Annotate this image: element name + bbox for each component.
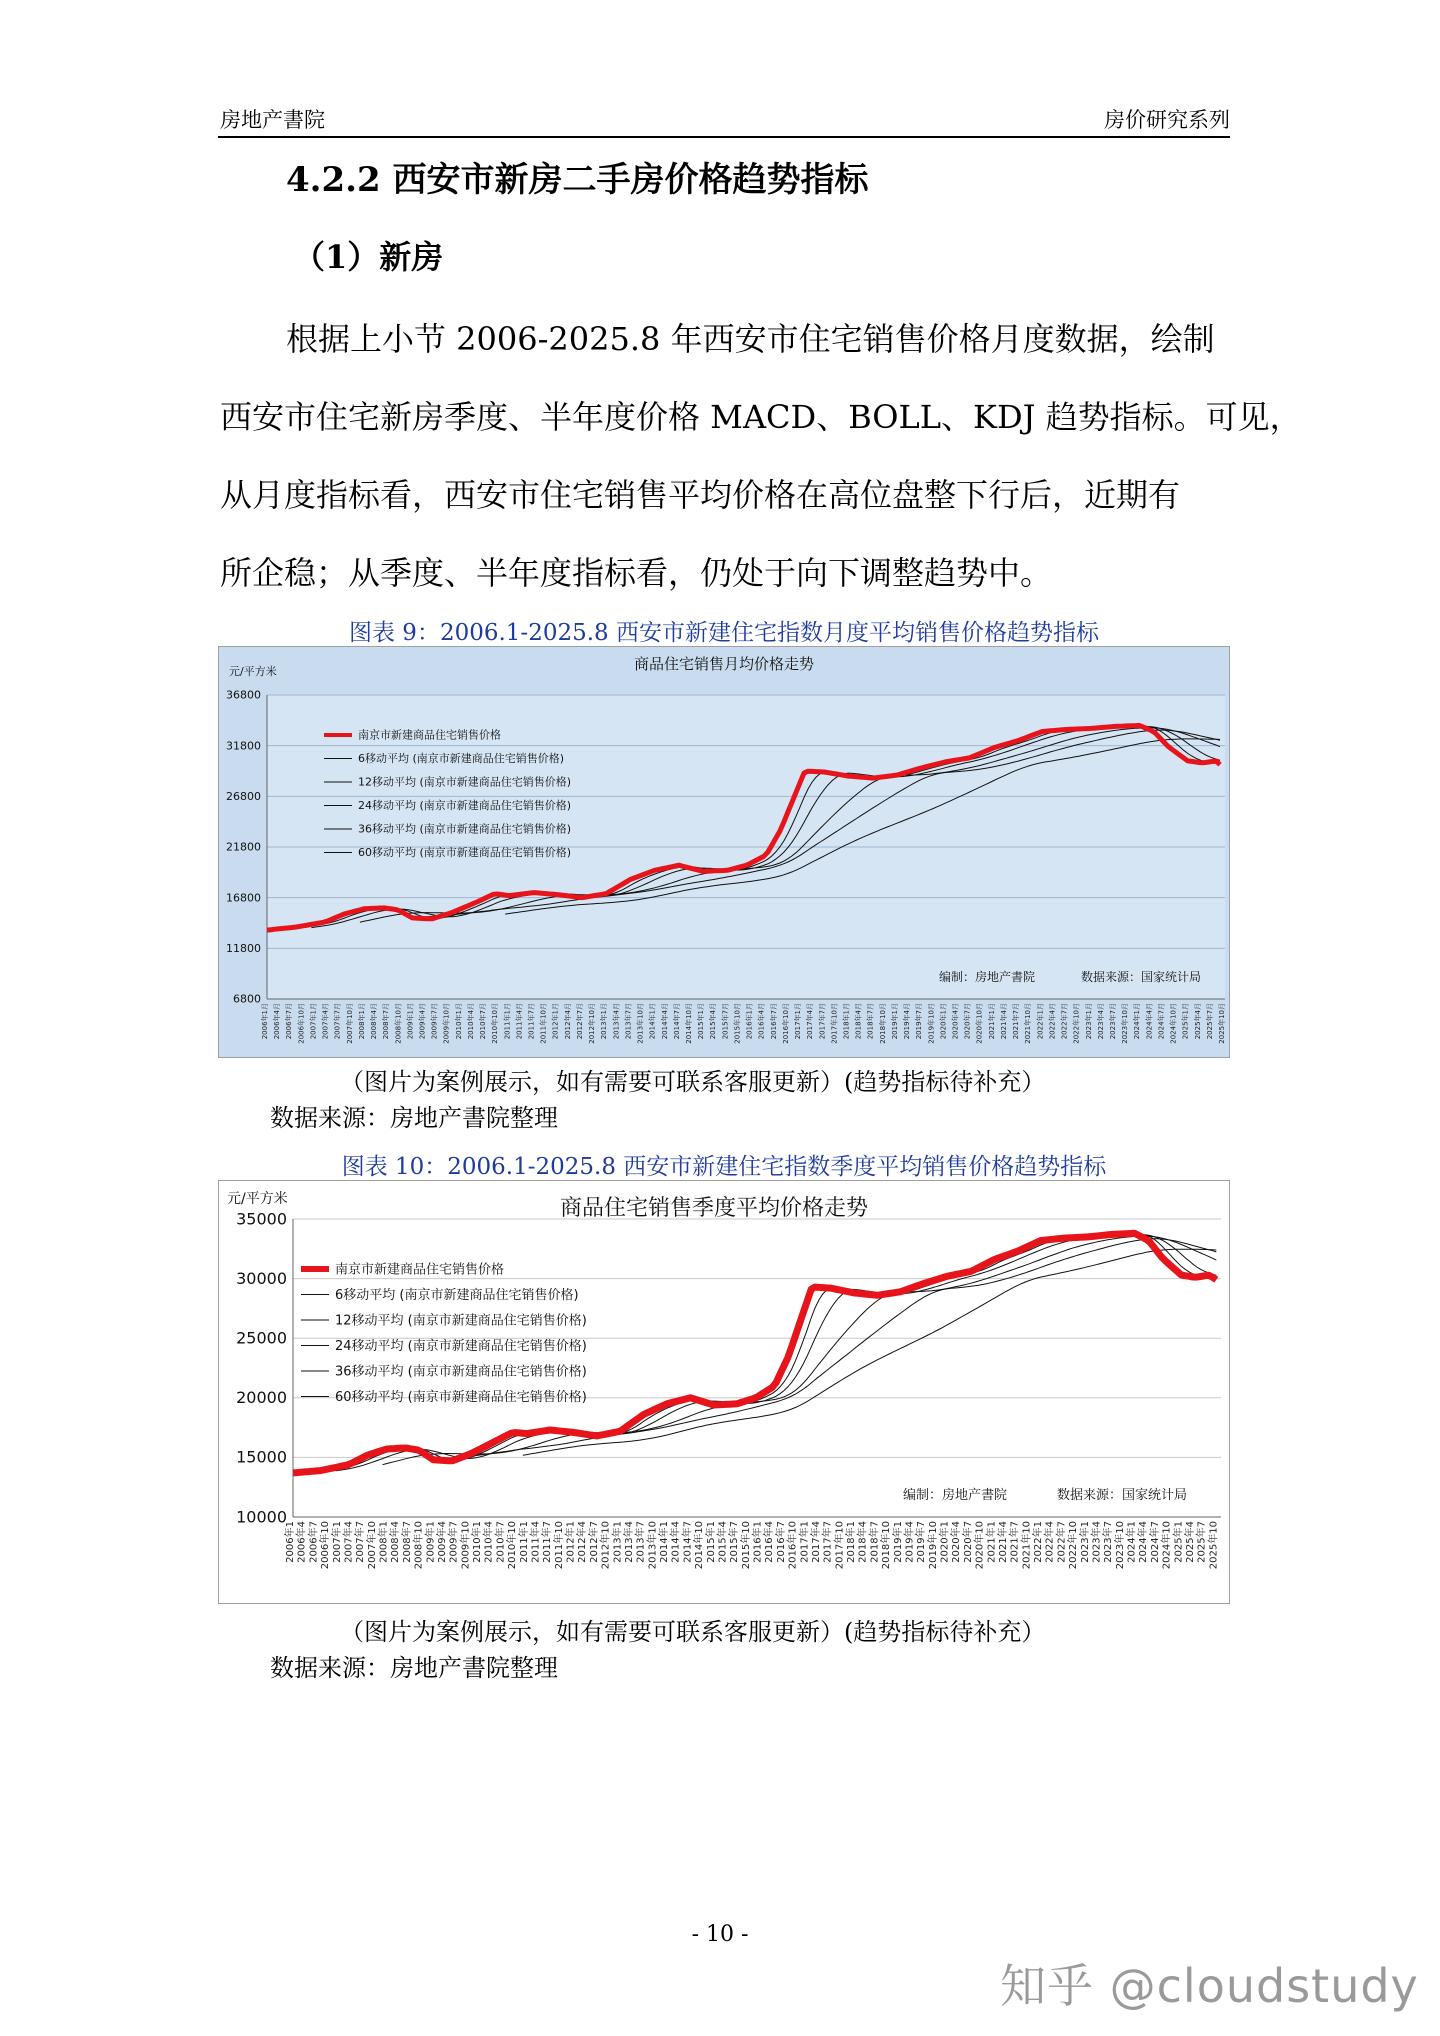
x-tick-label: 2021年4 [997,1521,1009,1563]
x-tick-label: 2020年1 [939,1521,951,1563]
x-tick-label: 2021年1月 [987,1003,996,1040]
x-tick-label: 2011年10 [553,1521,565,1570]
x-tick-label: 2020年10月 [975,1003,984,1044]
x-tick-label: 2019年4月 [903,1003,912,1040]
x-tick-label: 2015年4 [717,1521,729,1563]
x-tick-label: 2022年4月 [1048,1003,1057,1040]
body-paragraph [220,300,1302,612]
legend-label: 60移动平均 (南京市新建商品住宅销售价格) [358,846,572,860]
x-tick-label: 2021年10月 [1024,1003,1033,1044]
x-tick-label: 2019年1月 [890,1003,899,1040]
x-tick-label: 2014年1 [659,1521,671,1563]
x-tick-label: 2024年1 [1126,1521,1138,1563]
x-tick-label: 2022年10月 [1072,1003,1081,1044]
x-tick-label: 2013年10 [647,1521,659,1570]
y-tick-label: 11800 [226,942,261,955]
x-tick-label: 2012年7 [588,1521,600,1563]
x-tick-label: 2007年10月 [345,1003,354,1044]
y-tick-label: 36800 [226,688,261,702]
x-tick-label: 2016年7月 [769,1003,778,1040]
figure2-chart [218,1180,1230,1604]
x-tick-label: 2016年10月 [781,1003,790,1044]
x-tick-label: 2008年10 [413,1521,425,1570]
x-tick-label: 2024年1月 [1133,1003,1142,1040]
x-tick-label: 2009年10月 [442,1003,451,1044]
x-tick-label: 2019年10 [927,1521,939,1570]
y-tick-label: 15000 [236,1447,287,1467]
x-tick-label: 2012年1月 [551,1003,560,1040]
x-tick-label: 2022年10 [1068,1521,1080,1570]
x-tick-label: 2014年10月 [685,1003,694,1044]
x-tick-label: 2009年1 [425,1521,437,1563]
x-tick-label: 2022年1 [1033,1521,1045,1563]
legend-label: 60移动平均 (南京市新建商品住宅销售价格) [335,1389,587,1405]
x-tick-label: 2006年4月 [273,1003,282,1040]
x-tick-label: 2011年7 [542,1521,554,1563]
y-tick-label: 21800 [226,840,261,854]
x-tick-label: 2015年1月 [697,1003,706,1040]
x-tick-label: 2023年1 [1079,1521,1091,1563]
x-tick-label: 2019年7月 [915,1003,924,1040]
x-tick-label: 2016年4月 [757,1003,766,1040]
x-tick-label: 2013年10月 [636,1003,645,1044]
x-tick-label: 2018年4 [857,1521,869,1563]
x-tick-label: 2022年4 [1044,1521,1056,1563]
x-tick-label: 2009年7 [448,1521,460,1563]
x-tick-label: 2014年7月 [672,1003,681,1040]
y-tick-label: 26800 [226,790,261,803]
x-tick-label: 2015年1 [705,1521,717,1563]
x-tick-label: 2024年4月 [1145,1003,1154,1040]
x-tick-label: 2008年4 [390,1521,402,1563]
x-tick-label: 2006年4 [296,1521,308,1563]
x-tick-label: 2015年10 [740,1521,752,1570]
legend-label: 36移动平均 (南京市新建商品住宅销售价格) [358,822,572,836]
x-tick-label: 2008年1月 [357,1003,366,1040]
x-tick-label: 2020年7月 [963,1003,972,1040]
paragraph-line: 根据上小节 2006-2025.8 年西安市住宅销售价格月度数据，绘制 [286,320,1215,358]
x-tick-label: 2013年1月 [600,1003,609,1040]
x-tick-label: 2025年4 [1184,1521,1196,1563]
x-tick-label: 2017年7 [822,1521,834,1563]
x-tick-label: 2018年10 [881,1521,893,1570]
x-tick-label: 2023年10 [1114,1521,1126,1570]
x-tick-label: 2020年4 [951,1521,963,1563]
figure2-note: （图片为案例展示，如有需要可联系客服更新）(趋势指标待补充） [340,1618,1046,1646]
x-tick-label: 2018年4月 [854,1003,863,1040]
x-tick-label: 2025年7 [1196,1521,1208,1563]
x-tick-label: 2023年4月 [1096,1003,1105,1040]
x-tick-label: 2008年7月 [382,1003,391,1040]
y-axis-unit: 元/平方米 [227,1191,288,1207]
x-tick-label: 2015年4月 [709,1003,718,1040]
x-tick-label: 2015年7 [729,1521,741,1563]
figure2-caption: 图表 10：2006.1-2025.8 西安市新建住宅指数季度平均销售价格趋势指标 [341,1154,1107,1180]
x-tick-label: 2011年7月 [527,1003,536,1040]
x-tick-label: 2009年7月 [430,1003,439,1040]
x-tick-label: 2020年7 [962,1521,974,1563]
x-tick-label: 2013年4月 [612,1003,621,1040]
x-tick-label: 2015年7月 [721,1003,730,1040]
legend-label: 24移动平均 (南京市新建商品住宅销售价格) [358,799,572,813]
figure2-source: 数据来源：房地产書院整理 [270,1654,558,1682]
chart-credit-editor: 编制：房地产書院 [939,970,1036,984]
paragraph-line: 西安市住宅新房季度、半年度价格 MACD、BOLL、KDJ 趋势指标。可见， [220,398,1302,436]
chart-title: 商品住宅销售月均价格走势 [633,655,815,673]
x-tick-label: 2020年4月 [951,1003,960,1040]
x-tick-label: 2024年7月 [1157,1003,1166,1040]
x-tick-label: 2009年4 [436,1521,448,1563]
x-tick-label: 2010年1 [472,1521,484,1563]
x-tick-label: 2013年7月 [624,1003,633,1040]
x-tick-label: 2018年1 [846,1521,858,1563]
x-tick-label: 2019年10月 [927,1003,936,1044]
x-tick-label: 2018年1月 [842,1003,851,1040]
x-tick-label: 2009年4月 [418,1003,427,1040]
y-tick-label: 35000 [236,1209,287,1229]
chart-credit-editor: 编制：房地产書院 [903,1488,1008,1503]
figure1-caption: 图表 9：2006.1-2025.8 西安市新建住宅指数月度平均销售价格趋势指标 [349,620,1099,646]
x-tick-label: 2022年1月 [1036,1003,1045,1040]
x-tick-label: 2006年7 [308,1521,320,1563]
y-tick-label: 16800 [226,891,261,905]
x-tick-label: 2016年1月 [745,1003,754,1040]
x-tick-label: 2025年7月 [1205,1002,1214,1040]
monthly-price-chart [219,647,1229,1057]
x-tick-label: 2019年4 [904,1521,916,1563]
x-tick-label: 2017年1月 [794,1003,803,1040]
x-tick-label: 2012年10 [600,1521,612,1570]
y-tick-label: 20000 [236,1388,287,1408]
x-tick-label: 2021年4月 [999,1003,1008,1040]
x-tick-label: 2012年7月 [575,1003,584,1040]
x-tick-label: 2023年4 [1091,1521,1103,1563]
x-tick-label: 2025年10月 [1218,1003,1227,1044]
x-tick-label: 2023年7月 [1109,1003,1118,1040]
x-tick-label: 2021年7 [1009,1521,1021,1563]
x-tick-label: 2012年1 [565,1521,577,1563]
x-tick-label: 2008年10月 [394,1003,403,1044]
x-tick-label: 2007年1月 [309,1003,318,1040]
legend-label: 南京市新建商品住宅销售价格 [358,728,501,742]
chart-credit-source: 数据来源：国家统计局 [1081,970,1202,984]
header-left: 房地产書院 [220,108,325,132]
x-tick-label: 2018年10月 [878,1003,887,1044]
legend-label: 36移动平均 (南京市新建商品住宅销售价格) [335,1364,587,1380]
x-tick-label: 2006年10月 [297,1003,306,1044]
x-tick-label: 2009年1月 [406,1003,415,1040]
figure1-note: （图片为案例展示，如有需要可联系客服更新）(趋势指标待补充） [340,1068,1046,1096]
x-tick-label: 2014年10 [694,1521,706,1570]
x-tick-label: 2023年10月 [1121,1003,1130,1044]
y-tick-label: 10000 [236,1507,287,1527]
x-tick-label: 2020年10 [974,1521,986,1570]
x-tick-label: 2023年7 [1103,1521,1115,1563]
x-tick-label: 2021年7月 [1012,1003,1021,1040]
chart-title: 商品住宅销售季度平均价格走势 [559,1196,869,1221]
x-tick-label: 2025年10 [1208,1521,1220,1570]
x-tick-label: 2007年7月 [333,1003,342,1040]
header-right: 房价研究系列 [1104,108,1230,132]
x-tick-label: 2022年7 [1056,1521,1068,1563]
x-tick-label: 2021年1 [986,1521,998,1563]
x-tick-label: 2022年7月 [1060,1003,1069,1040]
x-tick-label: 2010年4月 [466,1003,475,1040]
legend-label: 6移动平均 (南京市新建商品住宅销售价格) [335,1287,579,1303]
x-tick-label: 2010年10月 [491,1003,500,1044]
x-tick-label: 2021年10 [1021,1521,1033,1570]
x-tick-label: 2016年4 [764,1521,776,1563]
x-tick-label: 2010年7月 [479,1003,488,1040]
quarterly-price-chart [219,1181,1229,1603]
figure1-chart [218,646,1230,1058]
x-tick-label: 2011年1月 [503,1003,512,1040]
legend-label: 12移动平均 (南京市新建商品住宅销售价格) [335,1313,587,1329]
x-tick-label: 2006年7月 [285,1003,294,1040]
x-tick-label: 2013年7 [635,1521,647,1563]
y-axis-unit: 元/平方米 [229,665,277,678]
subsection-title: （1）新房 [293,238,444,276]
y-tick-label: 6800 [233,992,261,1006]
x-tick-label: 2011年10月 [539,1003,548,1044]
x-tick-label: 2024年4 [1138,1521,1150,1563]
x-tick-label: 2014年1月 [648,1003,657,1040]
x-tick-label: 2007年1 [331,1521,343,1563]
x-tick-label: 2009年10 [460,1521,472,1570]
x-tick-label: 2025年4月 [1193,1003,1202,1040]
x-tick-label: 2008年7 [401,1521,413,1563]
x-tick-label: 2020年1月 [939,1003,948,1040]
x-tick-label: 2010年1月 [454,1003,463,1040]
legend-label: 6移动平均 (南京市新建商品住宅销售价格) [358,752,565,766]
y-tick-label: 31800 [226,739,261,753]
x-tick-label: 2011年1 [518,1521,530,1563]
paragraph-line: 所企稳；从季度、半年度指标看，仍处于向下调整趋势中。 [220,554,1053,592]
x-tick-label: 2018年7月 [866,1003,875,1040]
x-tick-label: 2017年1 [799,1521,811,1563]
x-tick-label: 2006年1 [285,1521,296,1563]
chart-credit-source: 数据来源：国家统计局 [1057,1488,1188,1503]
legend-label: 12移动平均 (南京市新建商品住宅销售价格) [358,775,572,789]
figure1-source: 数据来源：房地产書院整理 [270,1104,558,1132]
x-tick-label: 2010年7 [495,1521,507,1563]
y-tick-label: 25000 [236,1328,287,1348]
header-rule [218,136,1230,138]
page-number: - 10 - [691,1922,749,1947]
x-tick-label: 2025年1月 [1181,1003,1190,1040]
x-tick-label: 2016年1 [752,1521,764,1563]
x-tick-label: 2019年1 [892,1521,904,1563]
x-tick-label: 2012年4 [577,1521,589,1563]
x-tick-label: 2011年4月 [515,1003,524,1040]
x-tick-label: 2024年10月 [1169,1003,1178,1044]
x-tick-label: 2014年4 [670,1521,682,1563]
x-tick-label: 2007年10 [366,1521,378,1570]
x-tick-label: 2016年7 [775,1521,787,1563]
x-tick-label: 2008年1 [378,1521,390,1563]
x-tick-label: 2007年4 [343,1521,355,1563]
x-tick-label: 2012年10月 [588,1003,597,1044]
x-tick-label: 2017年10月 [830,1003,839,1044]
x-tick-label: 2006年1月 [261,1003,269,1040]
x-tick-label: 2017年4 [810,1521,822,1563]
x-tick-label: 2025年1 [1173,1521,1185,1563]
x-tick-label: 2024年10 [1161,1521,1173,1570]
x-tick-label: 2011年4 [530,1521,542,1563]
watermark: 知乎 @cloudstudy [1000,1959,1419,2013]
x-tick-label: 2018年7 [869,1521,881,1563]
legend-label: 24移动平均 (南京市新建商品住宅销售价格) [335,1338,587,1354]
x-tick-label: 2017年10 [834,1521,846,1570]
x-tick-label: 2007年7 [355,1521,367,1563]
x-tick-label: 2015年10月 [733,1003,742,1044]
x-tick-label: 2008年4月 [370,1003,379,1040]
x-tick-label: 2017年4月 [806,1003,815,1040]
x-tick-label: 2006年10 [320,1521,332,1570]
y-tick-label: 30000 [236,1268,287,1288]
x-tick-label: 2013年1 [612,1521,624,1563]
legend-label: 南京市新建商品住宅销售价格 [335,1262,505,1278]
x-tick-label: 2023年1月 [1084,1003,1093,1040]
x-tick-label: 2016年10 [787,1521,799,1570]
x-tick-label: 2010年10 [507,1521,519,1570]
x-tick-label: 2013年4 [623,1521,635,1563]
paragraph-line: 从月度指标看，西安市住宅销售平均价格在高位盘整下行后，近期有 [220,476,1181,514]
x-tick-label: 2007年4月 [321,1003,330,1040]
x-tick-label: 2017年7月 [818,1003,827,1040]
x-tick-label: 2010年4 [483,1521,495,1563]
section-title: 4.2.2 西安市新房二手房价格趋势指标 [286,160,869,200]
x-tick-label: 2012年4月 [563,1003,572,1040]
x-tick-label: 2014年7 [682,1521,694,1563]
x-tick-label: 2014年4月 [660,1003,669,1040]
x-tick-label: 2019年7 [916,1521,928,1563]
x-tick-label: 2024年7 [1149,1521,1161,1563]
